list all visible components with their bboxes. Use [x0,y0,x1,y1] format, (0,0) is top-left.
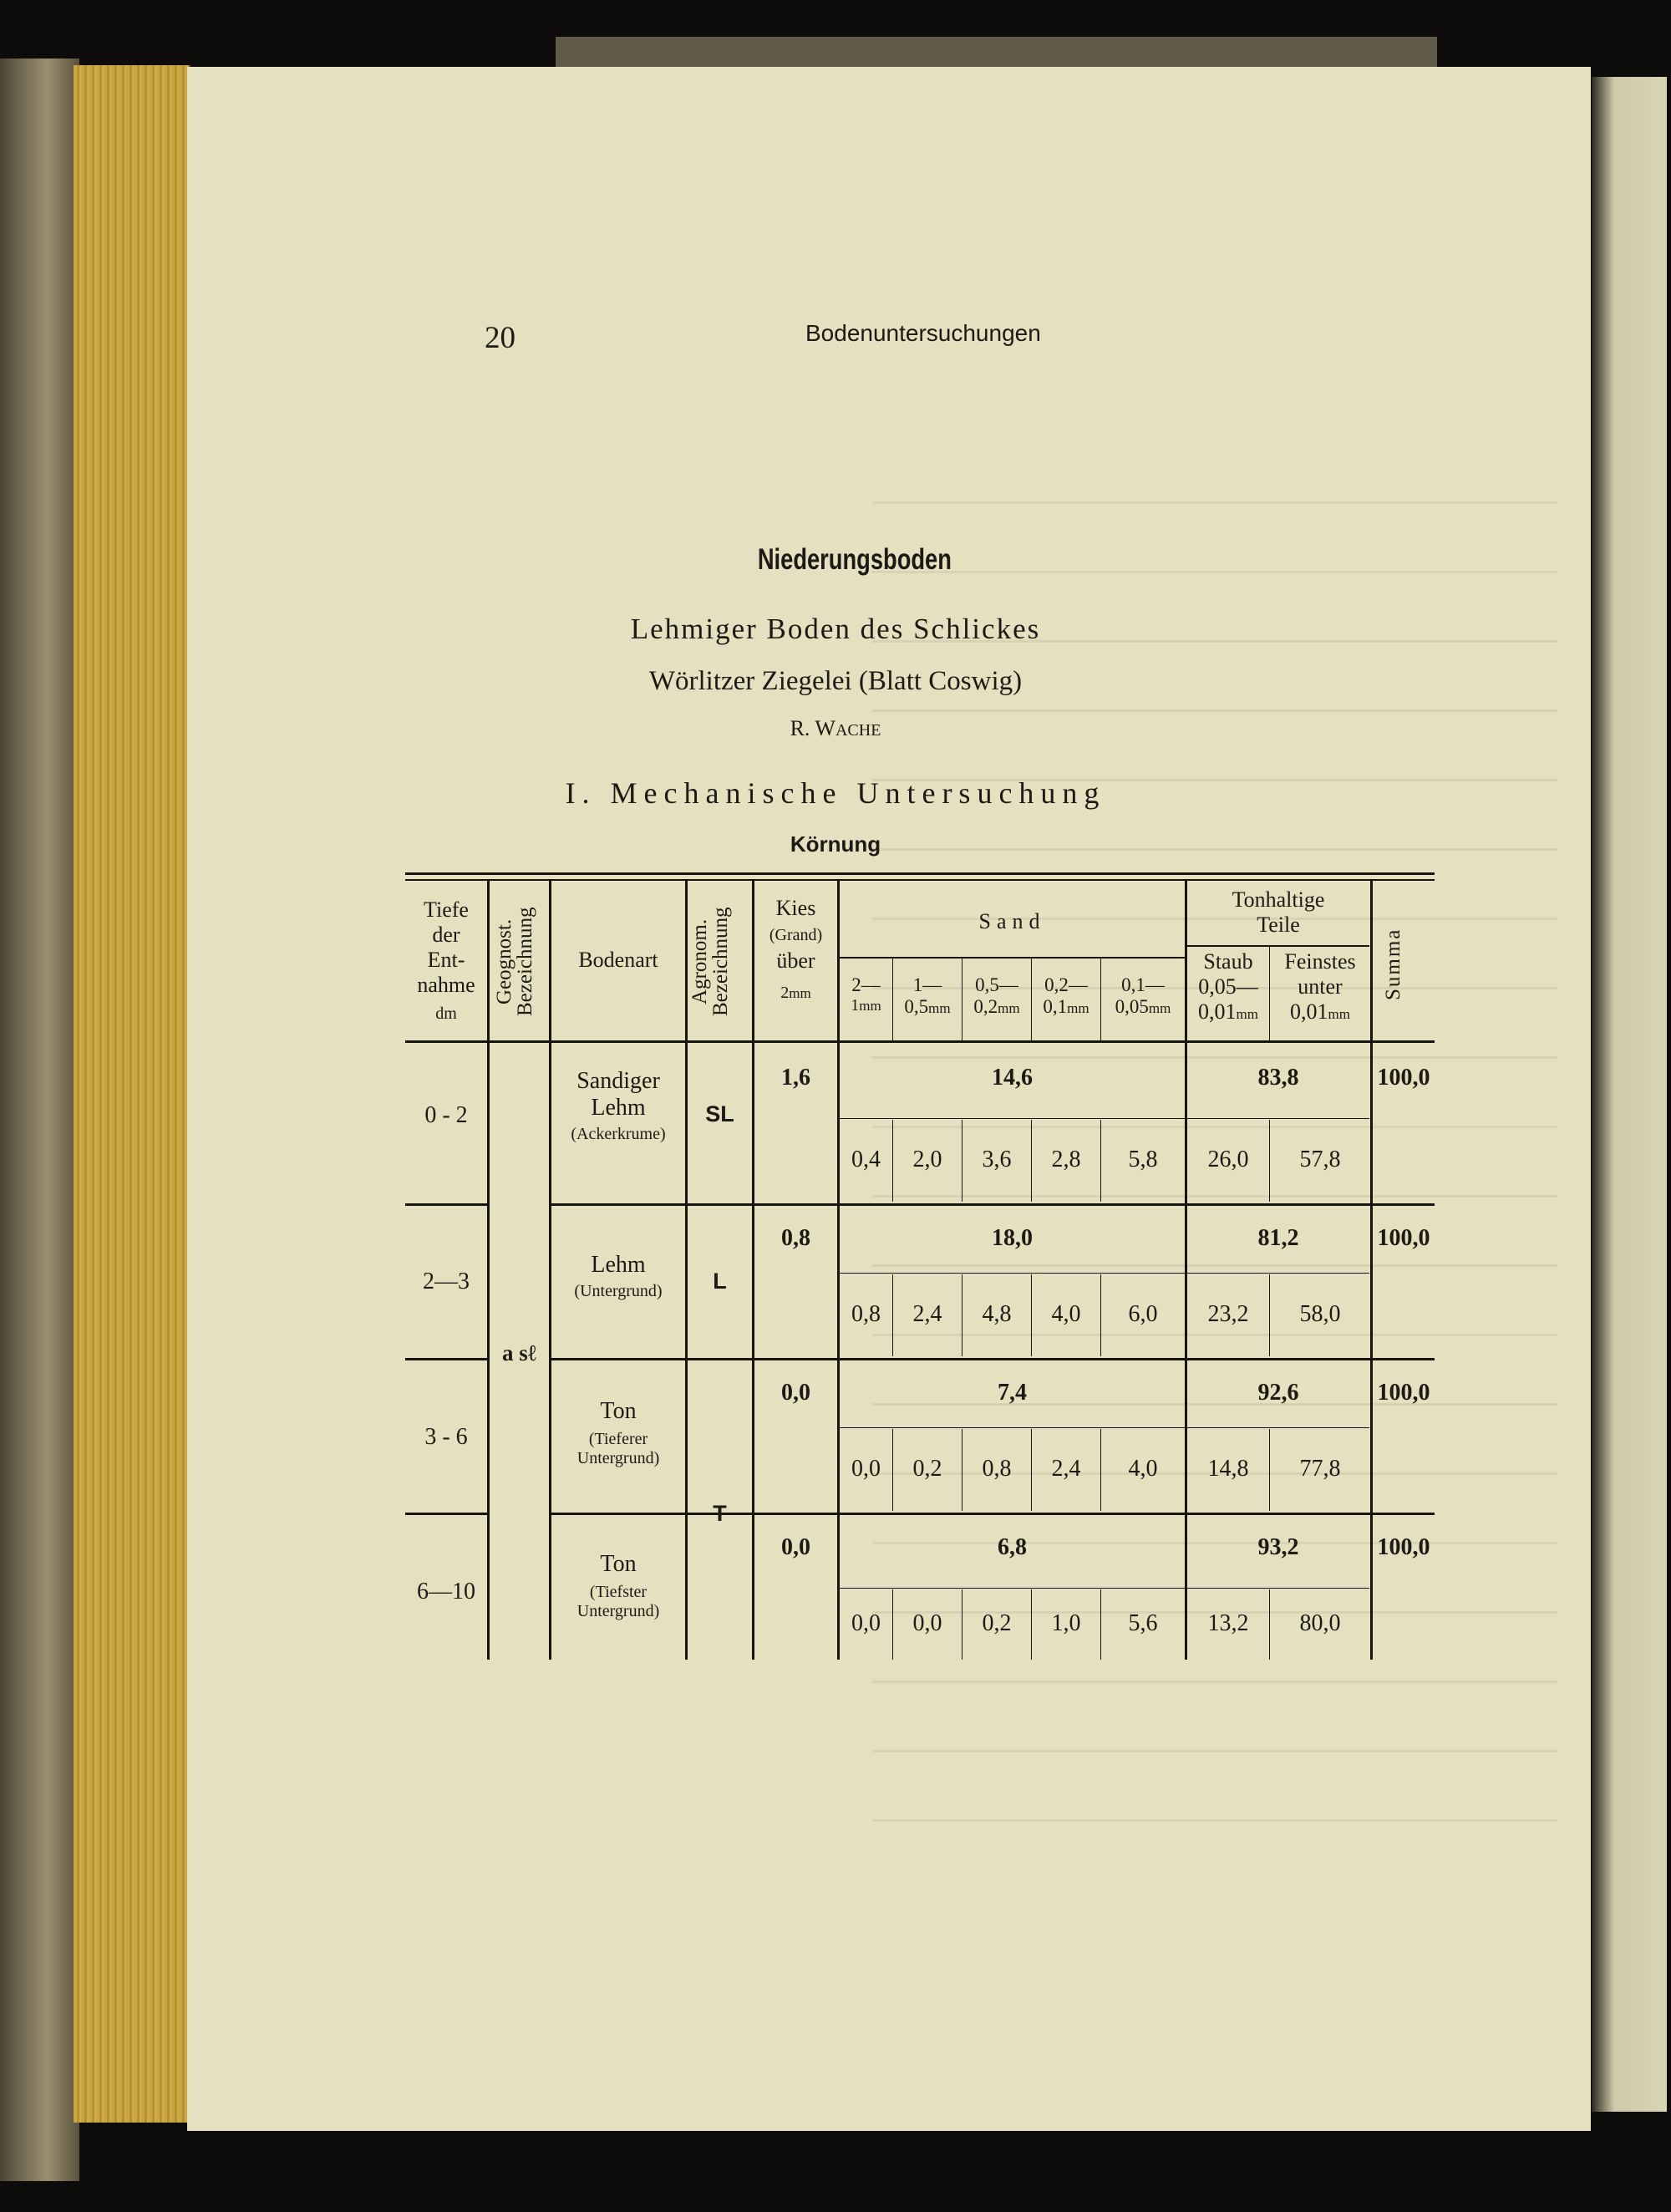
row4-depth: 6—10 [417,1579,475,1604]
row3-sand-1: 0,0 [851,1456,881,1482]
header-sand-02-01: 0,2— 0,1mm [1043,974,1089,1018]
header-bodenart: Bodenart [578,948,658,972]
ton-header-rule [1187,945,1369,947]
row1-feinstes: 57,8 [1299,1147,1341,1172]
sub-rule-4 [840,1588,1185,1589]
col-rule-1 [487,881,490,1660]
grain-size-table [405,872,1435,1666]
row4-sand-1: 0,0 [851,1610,881,1636]
row2-staub: 23,2 [1207,1301,1249,1327]
row2-sand-3: 4,8 [982,1301,1012,1327]
header-geognost: Geognost. Bezeichnung [493,907,536,1017]
author: R. WACHE [790,716,881,740]
subsection-heading: Körnung [790,831,881,857]
row2-kies: 0,8 [781,1225,810,1251]
header-sand-1-05: 1— 0,5mm [904,974,951,1018]
row1-ton-total: 83,8 [1257,1065,1299,1091]
section-heading: I. Mechanische Untersuchung [565,776,1106,810]
row1-agronom: SL [705,1101,734,1126]
row1-sand-total: 14,6 [992,1065,1033,1091]
row2-bodenart: Lehm (Untergrund) [574,1252,663,1301]
row3-sand-total: 7,4 [998,1380,1027,1406]
header-feinstes: Feinstes unter 0,01mm [1284,949,1356,1024]
row1-summa: 100,0 [1377,1065,1430,1091]
row3-sand-5: 4,0 [1128,1456,1158,1482]
sub-rule-2 [840,1273,1185,1274]
row2-sand-5: 6,0 [1128,1301,1158,1327]
row4-sand-4: 1,0 [1051,1610,1081,1636]
header-sand-05-02: 0,5— 0,2mm [973,974,1020,1018]
sub-rule-3b [1187,1427,1369,1428]
row3-feinstes: 77,8 [1299,1456,1341,1482]
page-stack-gilt-edge [74,65,190,2123]
sub-rule-2b [1187,1273,1369,1274]
row3-sand-3: 0,8 [982,1456,1012,1482]
geognost-symbol: a sℓ [502,1340,536,1365]
row2-sand-2: 2,4 [912,1301,942,1327]
header-summa: Summa [1382,928,1404,1001]
row-sep-depth-3 [405,1513,487,1515]
row4-ton-total: 93,2 [1257,1534,1299,1560]
row3-ton-total: 92,6 [1257,1380,1299,1406]
row1-sand-3: 3,6 [982,1147,1012,1172]
row3-sand-2: 0,2 [912,1456,942,1482]
row-sep-depth-2 [405,1358,487,1360]
sand-header-rule [840,957,1185,959]
sub-rule-1b [1187,1118,1369,1119]
row1-sand-2: 2,0 [912,1147,942,1172]
header-tonhaltige: Tonhaltige Teile [1232,887,1325,937]
row1-staub: 26,0 [1207,1147,1249,1172]
locality: Wörlitzer Ziegelei (Blatt Coswig) [648,666,1023,696]
row4-feinstes: 80,0 [1299,1610,1341,1636]
header-staub: Staub 0,05— 0,01mm [1198,949,1258,1024]
book-top-edge [556,37,1437,67]
running-head: Bodenuntersuchungen [805,320,1041,346]
header-sand-01-005: 0,1— 0,05mm [1115,974,1171,1018]
subtitle: Lehmiger Boden des Schlickes [630,613,1041,645]
row4-sand-3: 0,2 [982,1610,1012,1636]
row-sep-1 [550,1203,1435,1206]
row1-sand-4: 2,8 [1051,1147,1081,1172]
row-sep-depth-1 [405,1203,487,1206]
facing-page-edge [1592,77,1667,2112]
book-spine-edge [0,58,79,2181]
row1-bodenart: Sandiger Lehm (Ackerkrume) [571,1068,666,1144]
table-top-rule-2 [405,879,1435,881]
row2-summa: 100,0 [1377,1225,1430,1251]
row3-agronom: T [713,1501,727,1526]
row2-sand-1: 0,8 [851,1301,881,1327]
page-number: 20 [485,321,516,355]
row3-summa: 100,0 [1377,1380,1430,1406]
row1-sand-5: 5,8 [1128,1147,1158,1172]
row4-summa: 100,0 [1377,1534,1430,1560]
row3-bodenart: Ton (Tieferer Untergrund) [576,1398,660,1468]
row3-depth: 3 - 6 [424,1424,468,1450]
row4-sand-2: 0,0 [912,1610,942,1636]
row4-sand-5: 5,6 [1128,1610,1158,1636]
row2-agronom: L [713,1269,727,1294]
row1-kies: 1,6 [781,1065,810,1091]
sub-rule-1 [840,1118,1185,1119]
row4-staub: 13,2 [1207,1610,1249,1636]
row2-sand-total: 18,0 [992,1225,1033,1251]
header-kies: Kies (Grand) über 2mm [769,896,823,1002]
sub-rule-4b [1187,1588,1369,1589]
header-agronom: Agronom. Bezeichnung [688,907,732,1017]
row1-depth: 0 - 2 [424,1102,468,1128]
header-bottom-rule [405,1040,1435,1043]
row4-sand-total: 6,8 [998,1534,1027,1560]
header-tiefe: Tiefe der Ent- nahme dm [417,898,475,1023]
table-top-rule [405,872,1435,875]
row2-depth: 2—3 [423,1269,470,1294]
row1-sand-1: 0,4 [851,1147,881,1172]
row2-feinstes: 58,0 [1299,1301,1341,1327]
row2-ton-total: 81,2 [1257,1225,1299,1251]
page-title: Niederungsboden [757,543,952,576]
row4-kies: 0,0 [781,1534,810,1560]
row4-bodenart: Ton (Tiefster Untergrund) [576,1551,660,1621]
row3-kies: 0,0 [781,1380,810,1406]
sub-rule-3 [840,1427,1185,1428]
row3-staub: 14,8 [1207,1456,1249,1482]
header-sand: Sand [978,909,1046,933]
header-sand-2-1: 2— 1mm [851,974,881,1015]
row2-sand-4: 4,0 [1051,1301,1081,1327]
row-sep-3 [550,1513,1435,1515]
row3-sand-4: 2,4 [1051,1456,1081,1482]
row-sep-2 [550,1358,1435,1360]
